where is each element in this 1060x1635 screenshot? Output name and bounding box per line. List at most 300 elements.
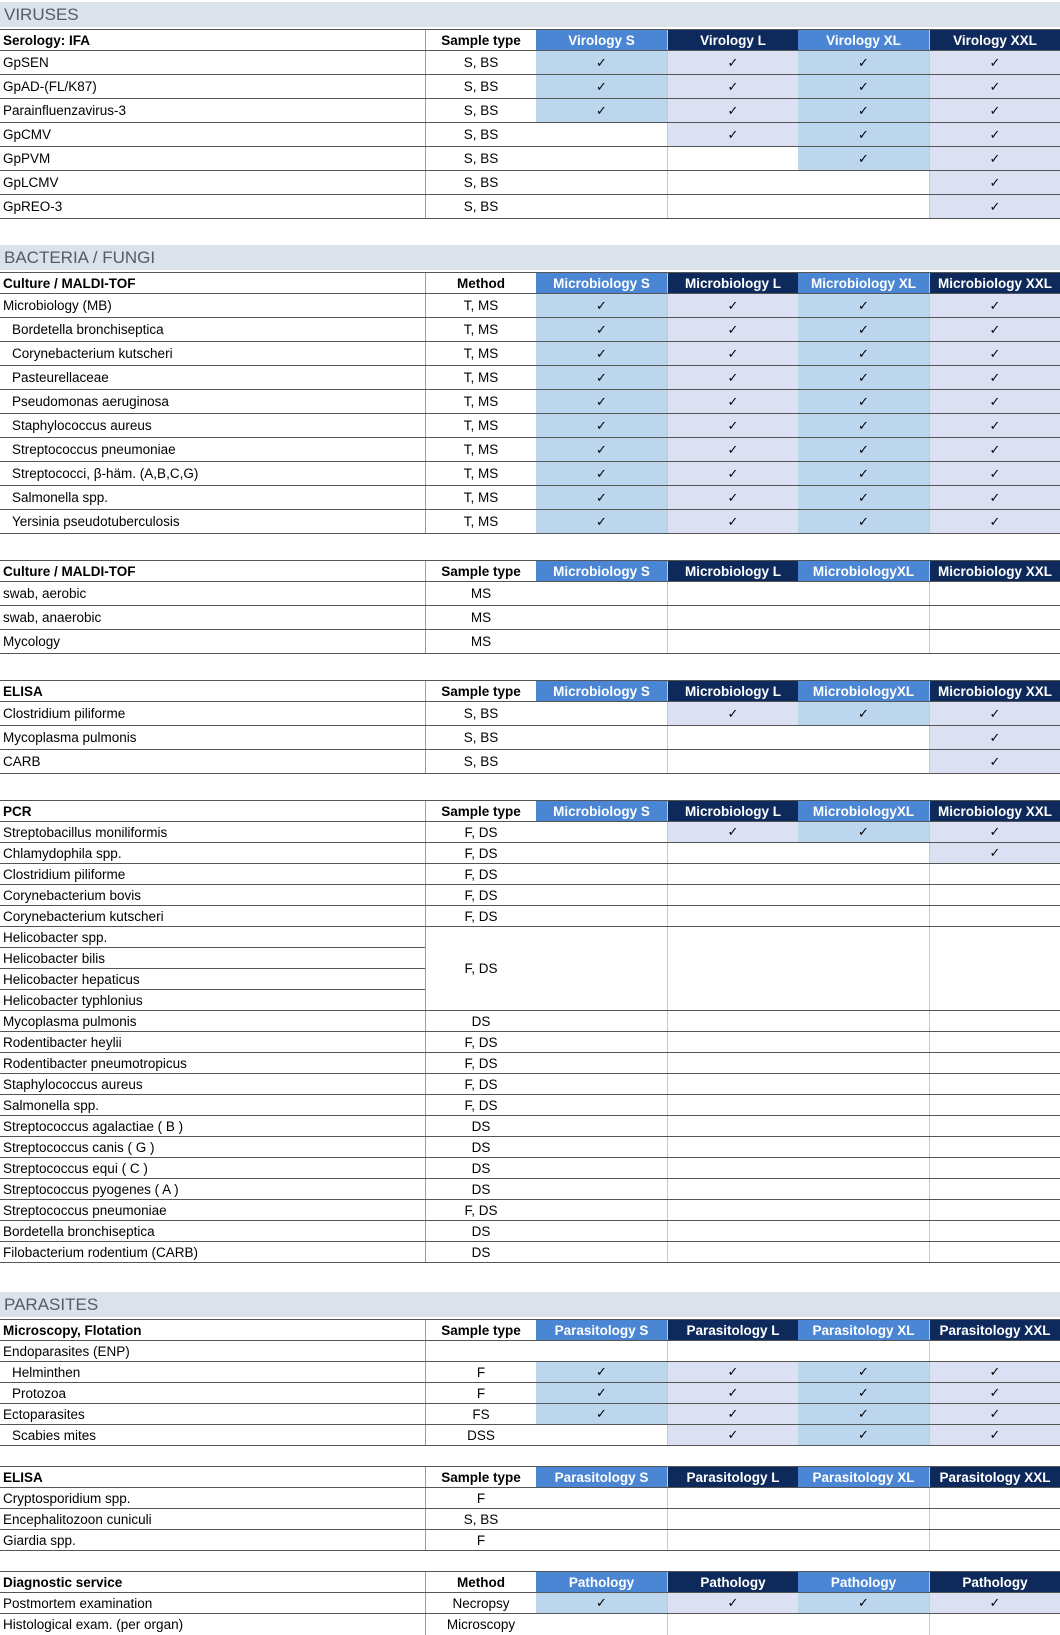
- table-row: [0, 864, 1060, 885]
- package-cell: [929, 195, 1060, 218]
- package-cell: [929, 171, 1060, 194]
- test-name: Yersinia pseudotuberculosis: [12, 514, 180, 529]
- package-cell: [929, 1509, 1060, 1529]
- checkmark-icon: ✓: [596, 1385, 607, 1400]
- package-cell: [667, 171, 798, 194]
- package-cell: [667, 630, 798, 653]
- test-category-label: ELISA: [3, 1469, 43, 1485]
- package-column-header: Microbiology XXL: [929, 273, 1060, 293]
- checkmark-icon: ✓: [596, 417, 607, 433]
- checkmark-icon: ✓: [989, 54, 1001, 70]
- table-row: [0, 1053, 1060, 1074]
- package-cell: [798, 438, 929, 461]
- table-row: [0, 1116, 1060, 1137]
- package-cell: [667, 1095, 798, 1115]
- table-row: [0, 1404, 1060, 1425]
- sample-type: F, DS: [425, 1200, 536, 1220]
- checkmark-icon: ✓: [727, 1406, 739, 1421]
- package-cell: [798, 147, 929, 170]
- checkmark-icon: ✓: [858, 1595, 869, 1610]
- table-row: [0, 843, 1060, 864]
- package-cell: [798, 1242, 929, 1262]
- package-cell: [536, 1074, 667, 1094]
- test-name: Staphylococcus aureus: [12, 418, 152, 433]
- package-cell: [667, 99, 798, 122]
- package-cell: [667, 123, 798, 146]
- checkmark-icon: ✓: [727, 489, 739, 505]
- checkmark-icon: ✓: [727, 1595, 739, 1610]
- sample-type-header: Sample type: [425, 30, 536, 50]
- package-cell: [536, 1488, 667, 1508]
- sample-type: DS: [425, 1011, 536, 1031]
- package-cell: [536, 1530, 667, 1550]
- package-cell: [667, 1179, 798, 1199]
- test-name: Cryptosporidium spp.: [3, 1490, 131, 1506]
- package-cell: [798, 294, 929, 317]
- package-cell: [536, 294, 667, 317]
- checkmark-icon: ✓: [989, 150, 1001, 166]
- table-row: [0, 51, 1060, 75]
- sample-type: S, BS: [425, 123, 536, 146]
- table-row: [0, 438, 1060, 462]
- checkmark-icon: ✓: [727, 126, 739, 142]
- package-cell: [536, 1179, 667, 1199]
- test-category-label: Diagnostic service: [3, 1574, 123, 1590]
- table-row: [0, 99, 1060, 123]
- table-header-row: [0, 272, 1060, 294]
- package-cell: [536, 1095, 667, 1115]
- table-header-row: [0, 560, 1060, 582]
- test-name: Helicobacter spp.: [3, 929, 108, 945]
- test-category-label: Microscopy, Flotation: [3, 1322, 142, 1338]
- checkmark-icon: ✓: [989, 369, 1001, 385]
- package-column-header: Virology XL: [798, 30, 929, 50]
- test-name: Filobacterium rodentium (CARB): [3, 1244, 199, 1260]
- package-cell: [667, 1488, 798, 1508]
- package-cell: [536, 843, 667, 863]
- table-row: [0, 1032, 1060, 1053]
- package-column-header: Parasitology XXL: [929, 1320, 1060, 1340]
- package-column-header: Microbiology S: [536, 681, 667, 701]
- table-row: [0, 582, 1060, 606]
- table-row: [0, 750, 1060, 774]
- checkmark-icon: ✓: [727, 824, 739, 839]
- table-row: [0, 885, 1060, 906]
- package-cell: [798, 462, 929, 485]
- table-row: [0, 1158, 1060, 1179]
- table-row: [0, 630, 1060, 654]
- package-cell: [667, 1425, 798, 1445]
- sample-type: DS: [425, 1221, 536, 1241]
- package-cell: [536, 75, 667, 98]
- checkmark-icon: ✓: [596, 369, 607, 385]
- sample-type: F: [425, 1383, 536, 1403]
- checkmark-icon: ✓: [858, 1385, 869, 1400]
- checkmark-icon: ✓: [989, 1385, 1001, 1400]
- package-cell: [667, 1593, 798, 1613]
- package-cell: [536, 366, 667, 389]
- table-row: [0, 510, 1060, 534]
- sample-type: S, BS: [425, 51, 536, 74]
- package-cell: [929, 414, 1060, 437]
- checkmark-icon: ✓: [989, 441, 1001, 457]
- package-cell: [798, 1137, 929, 1157]
- package-cell: [667, 702, 798, 725]
- package-cell: [667, 843, 798, 863]
- table-row: [0, 1011, 1060, 1032]
- package-cell: [536, 510, 667, 533]
- sample-type: F: [425, 1362, 536, 1382]
- package-cell: [929, 147, 1060, 170]
- checkmark-icon: ✓: [858, 417, 869, 433]
- checkmark-icon: ✓: [727, 393, 739, 409]
- package-cell: [536, 1200, 667, 1220]
- package-cell: [667, 486, 798, 509]
- table-row: [0, 294, 1060, 318]
- package-column-header: Microbiology L: [667, 801, 798, 821]
- package-cell: [798, 123, 929, 146]
- table-row: [0, 486, 1060, 510]
- package-cell: [929, 822, 1060, 842]
- sample-type: F, DS: [425, 1095, 536, 1115]
- checkmark-icon: ✓: [596, 102, 607, 118]
- package-cell: [667, 1011, 798, 1031]
- package-cell: [667, 414, 798, 437]
- package-cell: [798, 1614, 929, 1635]
- package-cell: [798, 822, 929, 842]
- table-row: [0, 1341, 1060, 1362]
- package-cell: [798, 1509, 929, 1529]
- checkmark-icon: ✓: [989, 845, 1001, 860]
- package-column-header: Pathology: [536, 1572, 667, 1592]
- package-cell: [929, 342, 1060, 365]
- table-row: [0, 318, 1060, 342]
- sample-type: DS: [425, 1179, 536, 1199]
- package-cell: [929, 582, 1060, 605]
- package-cell: [798, 510, 929, 533]
- test-name: Streptococcus pneumoniae: [12, 442, 176, 457]
- test-name: GpLCMV: [3, 175, 59, 190]
- sample-type: F: [425, 1488, 536, 1508]
- package-column-header: Parasitology L: [667, 1467, 798, 1487]
- sample-type: F, DS: [425, 843, 536, 863]
- package-cell: [536, 390, 667, 413]
- checkmark-icon: ✓: [989, 1427, 1001, 1442]
- test-name: GpCMV: [3, 127, 52, 142]
- package-cell: [798, 390, 929, 413]
- package-cell: [798, 750, 929, 773]
- checkmark-icon: ✓: [727, 465, 739, 481]
- package-cell: [667, 1404, 798, 1424]
- sample-type: DS: [425, 1158, 536, 1178]
- table-row: [0, 1383, 1060, 1404]
- table-row: [0, 1200, 1060, 1221]
- package-cell: [536, 864, 667, 884]
- table-row: [0, 1488, 1060, 1509]
- package-column-header: Parasitology XXL: [929, 1467, 1060, 1487]
- test-category-label: PCR: [3, 803, 32, 819]
- package-cell: [929, 1074, 1060, 1094]
- sample-type: S, BS: [425, 99, 536, 122]
- package-cell: [536, 1221, 667, 1241]
- test-name: Clostridium piliforme: [3, 866, 126, 882]
- test-category-label: Serology: IFA: [3, 32, 91, 48]
- test-name: Pasteurellaceae: [12, 370, 109, 385]
- checkmark-icon: ✓: [989, 513, 1001, 529]
- table-row: [0, 75, 1060, 99]
- test-name: Streptobacillus moniliformis: [3, 824, 168, 840]
- package-cell: [798, 366, 929, 389]
- test-name: Pseudomonas aeruginosa: [12, 394, 169, 409]
- package-cell: [536, 906, 667, 926]
- package-cell: [929, 1032, 1060, 1052]
- package-cell: [536, 750, 667, 773]
- package-cell: [536, 726, 667, 749]
- table-row: [0, 1137, 1060, 1158]
- checkmark-icon: ✓: [858, 393, 869, 409]
- sample-type: F, DS: [425, 1053, 536, 1073]
- test-name: Helicobacter bilis: [3, 950, 106, 966]
- table-row: [0, 1362, 1060, 1383]
- package-cell: [667, 1116, 798, 1136]
- package-cell: [667, 462, 798, 485]
- package-cell: [798, 582, 929, 605]
- package-cell: [667, 318, 798, 341]
- package-cell: [798, 1200, 929, 1220]
- package-cell: [798, 51, 929, 74]
- sample-type-header: Sample type: [425, 681, 536, 701]
- package-cell: [798, 1116, 929, 1136]
- test-name: Giardia spp.: [3, 1532, 76, 1548]
- package-cell: [798, 843, 929, 863]
- package-column-header: Parasitology S: [536, 1467, 667, 1487]
- checkmark-icon: ✓: [858, 1406, 869, 1421]
- table-row: [0, 606, 1060, 630]
- test-name: Bordetella bronchiseptica: [3, 1223, 155, 1239]
- section-heading: VIRUSES: [0, 2, 1060, 27]
- package-cell: [536, 1158, 667, 1178]
- package-column-header: Pathology: [667, 1572, 798, 1592]
- package-cell: [667, 1032, 798, 1052]
- package-cell: [536, 702, 667, 725]
- package-cell: [667, 1614, 798, 1635]
- package-cell: [798, 906, 929, 926]
- package-cell: [536, 438, 667, 461]
- package-cell: [929, 1116, 1060, 1136]
- test-name: Parainfluenzavirus-3: [3, 103, 127, 118]
- package-cell: [536, 1614, 667, 1635]
- package-cell: [667, 822, 798, 842]
- package-cell: [929, 486, 1060, 509]
- package-cell: [929, 906, 1060, 926]
- package-cell: [667, 1074, 798, 1094]
- sample-type: F: [425, 1530, 536, 1550]
- package-column-header: Microbiology XXL: [929, 561, 1060, 581]
- test-name: Streptococcus agalactiae ( B ): [3, 1118, 184, 1134]
- package-cell: [929, 843, 1060, 863]
- package-cell: [798, 99, 929, 122]
- package-cell: [929, 1404, 1060, 1424]
- sample-type: F, DS: [425, 1074, 536, 1094]
- test-name: GpAD-(FL/K87): [3, 79, 97, 94]
- checkmark-icon: ✓: [727, 297, 739, 313]
- test-name: GpSEN: [3, 55, 49, 70]
- table-header-row: [0, 680, 1060, 702]
- checkmark-icon: ✓: [727, 78, 739, 94]
- sample-type: S, BS: [425, 750, 536, 773]
- checkmark-icon: ✓: [989, 729, 1001, 745]
- merged-package-cell: [929, 928, 1060, 1010]
- package-cell: [667, 1362, 798, 1382]
- table-header-row: [0, 29, 1060, 51]
- sample-type: MS: [425, 606, 536, 629]
- package-cell: [929, 294, 1060, 317]
- checkmark-icon: ✓: [858, 321, 869, 337]
- table-row: [0, 390, 1060, 414]
- sample-type: Microscopy: [425, 1614, 536, 1635]
- package-cell: [798, 606, 929, 629]
- checkmark-icon: ✓: [596, 489, 607, 505]
- sample-type: S, BS: [425, 75, 536, 98]
- package-cell: [929, 1137, 1060, 1157]
- package-cell: [929, 366, 1060, 389]
- test-name: Ectoparasites: [3, 1406, 85, 1422]
- checkmark-icon: ✓: [727, 369, 739, 385]
- package-cell: [667, 750, 798, 773]
- table-header-row: [0, 1571, 1060, 1593]
- test-name: Corynebacterium kutscheri: [3, 908, 164, 924]
- table-row: [0, 1242, 1060, 1263]
- package-cell: [667, 438, 798, 461]
- package-cell: [667, 147, 798, 170]
- checkmark-icon: ✓: [858, 102, 869, 118]
- checkmark-icon: ✓: [989, 297, 1001, 313]
- checkmark-icon: ✓: [858, 513, 869, 529]
- test-name: Helicobacter typhlonius: [3, 992, 143, 1008]
- checkmark-icon: ✓: [727, 54, 739, 70]
- package-column-header: Pathology: [798, 1572, 929, 1592]
- sample-type-header: Sample type: [425, 561, 536, 581]
- test-name: CARB: [3, 754, 41, 769]
- sample-type: T, MS: [425, 366, 536, 389]
- package-cell: [536, 171, 667, 194]
- package-cell: [929, 1614, 1060, 1635]
- package-cell: [798, 171, 929, 194]
- package-cell: [536, 1362, 667, 1382]
- checkmark-icon: ✓: [858, 54, 869, 70]
- package-cell: [536, 342, 667, 365]
- merged-package-cell: [536, 928, 667, 1010]
- sample-type: T, MS: [425, 414, 536, 437]
- test-name: Streptococcus canis ( G ): [3, 1139, 155, 1155]
- table-header-row: [0, 1319, 1060, 1341]
- package-cell: [929, 1158, 1060, 1178]
- sample-type: T, MS: [425, 486, 536, 509]
- checkmark-icon: ✓: [596, 297, 607, 313]
- package-cell: [929, 864, 1060, 884]
- test-name: Scabies mites: [12, 1427, 97, 1443]
- checkmark-icon: ✓: [727, 1364, 739, 1379]
- table-row: [0, 1074, 1060, 1095]
- checkmark-icon: ✓: [989, 321, 1001, 337]
- package-cell: [536, 1032, 667, 1052]
- test-name: Encephalitozoon cuniculi: [3, 1511, 152, 1527]
- sample-type: F, DS: [425, 822, 536, 842]
- sample-type: MS: [425, 582, 536, 605]
- package-cell: [929, 630, 1060, 653]
- package-cell: [798, 702, 929, 725]
- package-cell: [667, 885, 798, 905]
- package-cell: [667, 195, 798, 218]
- test-name: swab, anaerobic: [3, 610, 102, 625]
- package-column-header: Microbiology XL: [798, 273, 929, 293]
- checkmark-icon: ✓: [989, 126, 1001, 142]
- sample-type: T, MS: [425, 342, 536, 365]
- merged-package-cell: [667, 928, 798, 1010]
- package-column-header: Microbiology S: [536, 273, 667, 293]
- checkmark-icon: ✓: [596, 465, 607, 481]
- table-row: [0, 414, 1060, 438]
- checkmark-icon: ✓: [858, 150, 869, 166]
- sample-type-header: Sample type: [425, 1320, 536, 1340]
- package-cell: [798, 486, 929, 509]
- package-cell: [929, 1341, 1060, 1361]
- package-cell: [929, 1221, 1060, 1241]
- test-name: Helicobacter hepaticus: [3, 971, 140, 987]
- package-cell: [536, 1509, 667, 1529]
- package-cell: [798, 1404, 929, 1424]
- checkmark-icon: ✓: [727, 513, 739, 529]
- checkmark-icon: ✓: [596, 513, 607, 529]
- checkmark-icon: ✓: [727, 321, 739, 337]
- package-cell: [929, 99, 1060, 122]
- package-column-header: MicrobiologyXL: [798, 681, 929, 701]
- checkmark-icon: ✓: [858, 705, 869, 721]
- package-column-header: Microbiology L: [667, 681, 798, 701]
- package-cell: [929, 1011, 1060, 1031]
- package-cell: [929, 1053, 1060, 1073]
- package-cell: [798, 1221, 929, 1241]
- test-category-label: Culture / MALDI-TOF: [3, 275, 136, 291]
- package-cell: [667, 51, 798, 74]
- package-cell: [929, 885, 1060, 905]
- table-row: [0, 1509, 1060, 1530]
- checkmark-icon: ✓: [858, 78, 869, 94]
- package-cell: [536, 1137, 667, 1157]
- package-cell: [929, 1488, 1060, 1508]
- sample-type: DS: [425, 1116, 536, 1136]
- checkmark-icon: ✓: [858, 126, 869, 142]
- sample-type: DSS: [425, 1425, 536, 1445]
- package-cell: [798, 1383, 929, 1403]
- checkmark-icon: ✓: [596, 1364, 607, 1379]
- package-cell: [536, 630, 667, 653]
- package-cell: [536, 147, 667, 170]
- checkmark-icon: ✓: [596, 441, 607, 457]
- test-name: Endoparasites (ENP): [3, 1343, 130, 1359]
- test-name: Chlamydophila spp.: [3, 845, 122, 861]
- package-cell: [929, 1425, 1060, 1445]
- test-name: Mycoplasma pulmonis: [3, 730, 137, 745]
- package-column-header: Virology L: [667, 30, 798, 50]
- package-cell: [667, 1137, 798, 1157]
- test-name: Postmortem examination: [3, 1595, 153, 1611]
- package-cell: [667, 1053, 798, 1073]
- package-cell: [929, 1095, 1060, 1115]
- package-cell: [667, 1158, 798, 1178]
- test-name: Staphylococcus aureus: [3, 1076, 143, 1092]
- table-header-row: [0, 1466, 1060, 1488]
